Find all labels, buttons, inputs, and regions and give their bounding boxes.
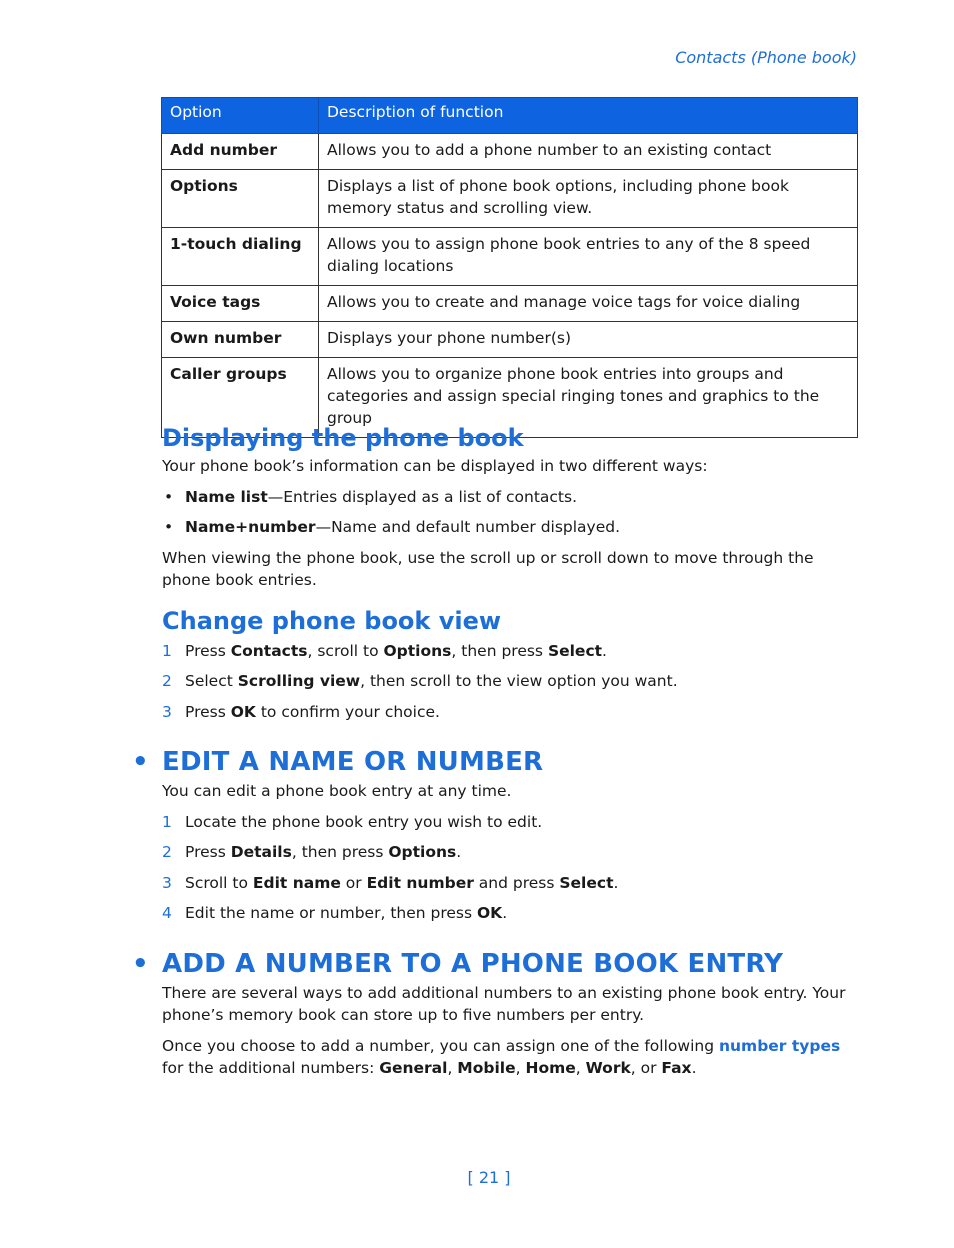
step-key: Contacts (230, 641, 308, 660)
displaying-intro: Your phone book’s information can be displayed in two different ways: (162, 457, 708, 475)
bullet-icon: • (164, 518, 174, 536)
step-key: OK (230, 702, 256, 721)
step-text: . (602, 641, 607, 660)
section-bullet-icon: • (132, 747, 149, 777)
step-text: . (613, 873, 619, 892)
step-text: Select (185, 672, 238, 690)
description-cell: Displays a list of phone book options, including phone book memory status and scrolling view. (319, 170, 858, 228)
page-body (132, 421, 862, 1080)
option-cell: Options (162, 170, 319, 228)
step-key: OK (477, 904, 503, 922)
change-view-heading: Change phone book view (162, 606, 502, 635)
running-head: Contacts (Phone book) (675, 48, 857, 67)
para-text: , (515, 1059, 526, 1077)
step-text: , scroll to (307, 641, 384, 660)
header-description: Description of function (319, 98, 858, 134)
table-row (162, 134, 858, 170)
option-cell: Own number (162, 322, 319, 358)
step-text: Locate the phone book entry you wish to edit. (185, 812, 543, 831)
bullet-term: Name+number (185, 518, 316, 536)
step-key: Select (547, 641, 603, 660)
step-item (162, 872, 862, 895)
section-bullet-icon: • (132, 948, 149, 979)
step-number: 2 (162, 672, 172, 690)
step-text: Press (185, 702, 231, 721)
options-table (161, 97, 858, 438)
table-row (162, 170, 858, 228)
edit-intro: You can edit a phone book entry at any time. (162, 782, 512, 800)
number-types-link[interactable]: number types (718, 1036, 841, 1055)
list-item (162, 516, 862, 539)
para-text: Once you choose to add a number, you can assign one of the following (162, 1036, 719, 1055)
step-item (162, 902, 862, 925)
step-number: 1 (162, 641, 172, 660)
page-number: [ 21 ] (467, 1168, 511, 1187)
option-cell: 1-touch dialing (162, 228, 319, 286)
step-item (162, 811, 862, 834)
bullet-text: —Entries displayed as a list of contacts. (267, 487, 578, 506)
description-cell: Allows you to create and manage voice tags for voice dialing (319, 286, 858, 322)
step-text: Press (185, 843, 231, 861)
step-number: 3 (162, 702, 172, 721)
para-text: , (447, 1059, 458, 1077)
add-section-heading (132, 946, 862, 982)
para-text: , (575, 1059, 586, 1077)
step-number: 3 (162, 873, 172, 892)
number-type: Home (525, 1059, 576, 1077)
list-item (162, 486, 862, 509)
number-type: Mobile (457, 1059, 516, 1077)
table-row (162, 286, 858, 322)
step-text: Edit the name or number, then press (185, 904, 477, 922)
step-text: , then press (291, 843, 389, 861)
add-paragraph-1: There are several ways to add additional numbers to an existing phone book entry. Your phone’s memory book can store up to five numbers per entry. (162, 983, 846, 1024)
bullet-term: Name list (185, 487, 268, 506)
description-cell: Displays your phone number(s) (319, 322, 858, 358)
step-item (162, 670, 862, 693)
option-cell: Caller groups (162, 358, 319, 438)
step-item (162, 841, 862, 864)
step-text: Press (185, 641, 231, 660)
option-cell: Add number (162, 134, 319, 170)
number-type: Work (585, 1059, 631, 1077)
step-text: and press (473, 873, 560, 892)
header-option: Option (162, 98, 319, 134)
table-row (162, 322, 858, 358)
edit-heading-text: EDIT A NAME OR NUMBER (162, 747, 544, 777)
step-item (162, 640, 862, 663)
description-cell: Allows you to assign phone book entries to any of the 8 speed dialing locations (319, 228, 858, 286)
bullet-text: —Name and default number displayed. (315, 518, 621, 536)
edit-section-heading (132, 744, 862, 780)
step-number: 2 (162, 843, 172, 861)
table-row (162, 228, 858, 286)
step-key: Edit number (366, 873, 474, 892)
add-heading-text: ADD A NUMBER TO A PHONE BOOK ENTRY (162, 948, 784, 979)
description-cell: Allows you to add a phone number to an existing contact (319, 134, 858, 170)
step-key: Select (559, 873, 614, 892)
step-text: . (502, 904, 508, 922)
table-header-row (162, 98, 858, 134)
para-text: . (691, 1059, 697, 1077)
bullet-icon: • (164, 487, 174, 506)
displaying-outro: When viewing the phone book, use the scroll up or scroll down to move through the phone book entries. (162, 548, 814, 589)
number-type: General (379, 1059, 448, 1077)
step-text: to confirm your choice. (255, 702, 440, 721)
step-number: 4 (162, 904, 172, 922)
displaying-heading: Displaying the phone book (162, 424, 524, 452)
step-key: Options (383, 641, 452, 660)
step-text: Scroll to (185, 873, 253, 892)
step-key: Scrolling view (237, 672, 361, 690)
option-cell: Voice tags (162, 286, 319, 322)
para-text: , or (630, 1059, 662, 1077)
step-key: Edit name (252, 873, 341, 892)
step-text: , then press (451, 641, 548, 660)
step-text: . (456, 843, 462, 861)
step-number: 1 (162, 812, 172, 831)
number-type: Fax (661, 1059, 692, 1077)
step-item (162, 701, 862, 724)
add-paragraph-2 (162, 1035, 862, 1080)
para-text: for the additional numbers: (162, 1059, 380, 1077)
step-text: , then scroll to the view option you want. (360, 672, 678, 690)
step-key: Options (388, 843, 457, 861)
description-cell: Allows you to organize phone book entries into groups and categories and assign special ringing tones and graphics to the group (319, 358, 858, 438)
step-key: Details (230, 843, 292, 861)
step-text: or (340, 873, 367, 892)
